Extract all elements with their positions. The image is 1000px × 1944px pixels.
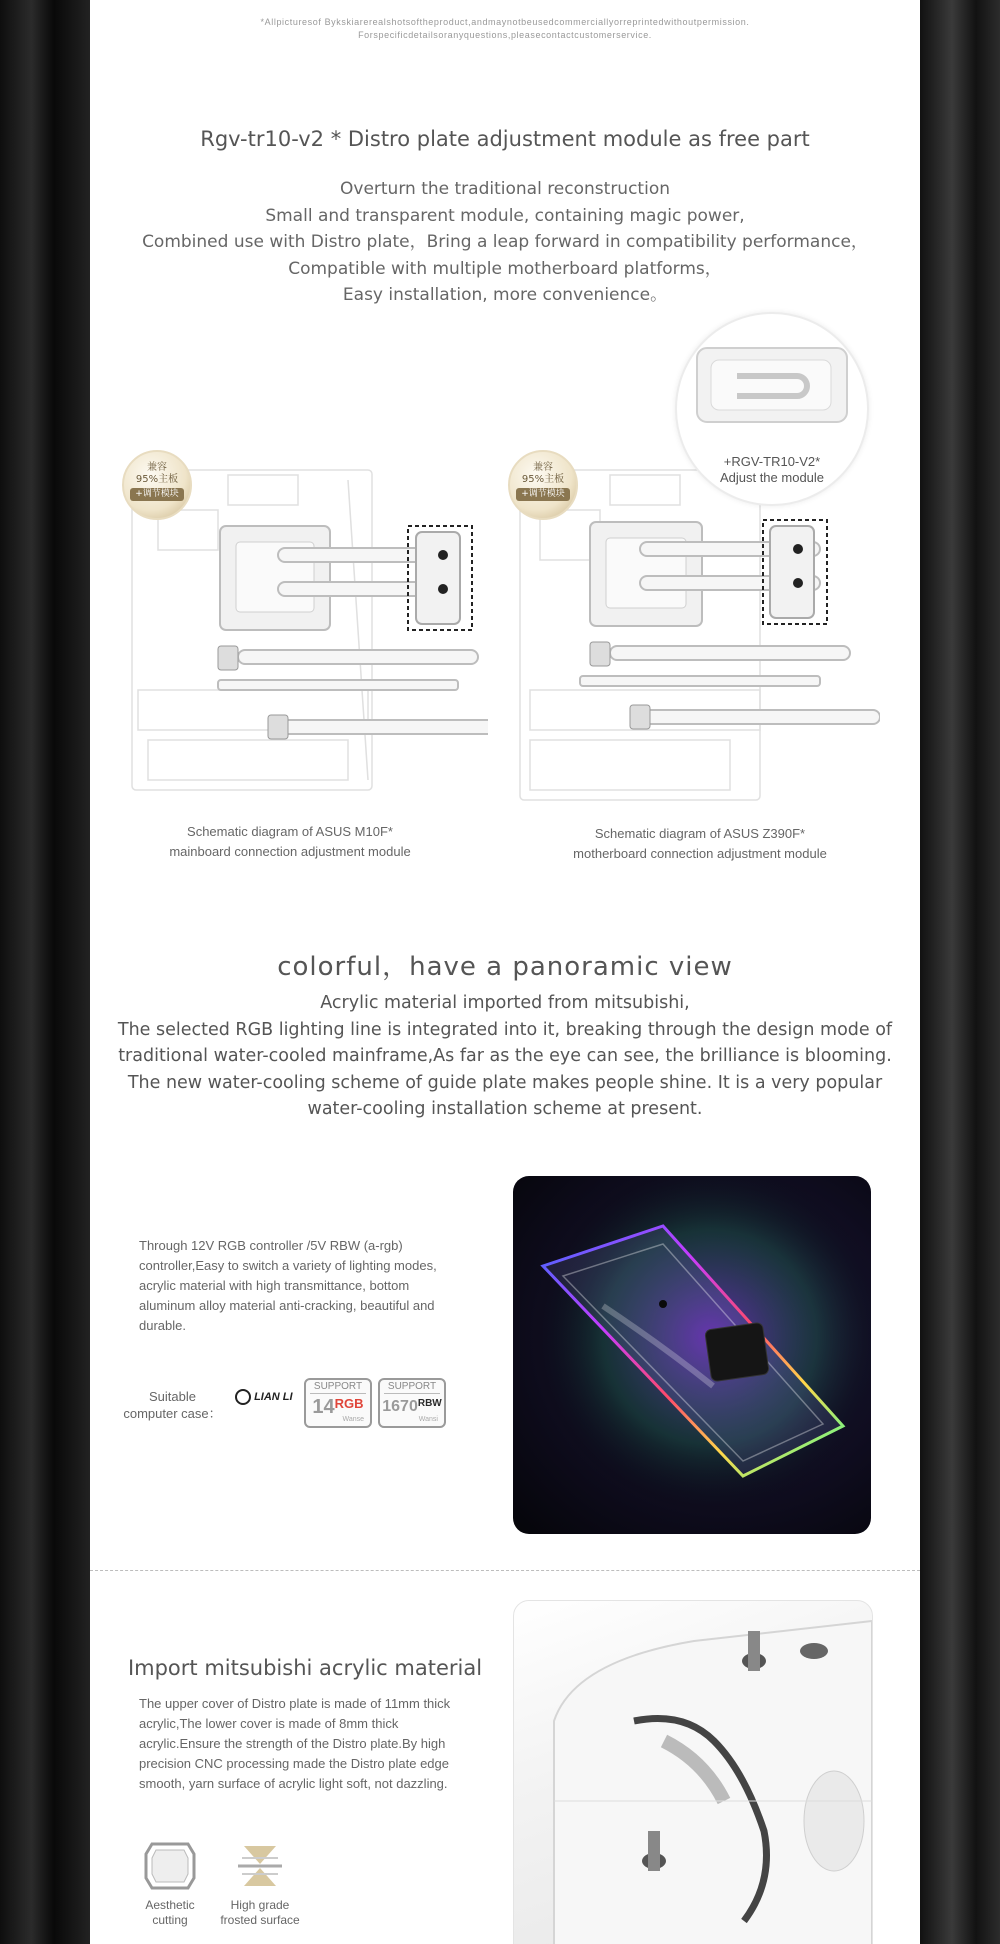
acrylic-closeup-image xyxy=(513,1600,873,1944)
section1-description: Overturn the traditional reconstruction Small and transparent module, containing magic power, Combined use with Distro plate，Bring a leap forward in compatibility performance， Compatible with multiple motherboard platforms， Easy installation, more convenience。 xyxy=(142,179,868,305)
section2-title: colorful，have a panoramic view xyxy=(277,952,733,982)
zoom-label: +RGV-TR10-V2* Adjust the module xyxy=(719,454,825,485)
support-14rgb-badge: SUPPORT 14RGB Wanse xyxy=(304,1378,372,1428)
lianli-logo-icon xyxy=(235,1389,251,1405)
lianli-logo: LIAN LI xyxy=(235,1389,297,1411)
caption-left: Schematic diagram of ASUS M10F* mainboard connection adjustment module xyxy=(169,824,411,859)
section4-title: Import mitsubishi acrylic material xyxy=(127,1656,483,1680)
support-1670rbw-badge: SUPPORT 1670RBW Wansi xyxy=(378,1378,446,1428)
rgb-description: Through 12V RGB controller /5V RBW (a-rgb) controller,Easy to switch a variety of lighting modes, acrylic material with high transmittance, bottom aluminum alloy material anti-cracking, beautiful and durable. xyxy=(139,1238,437,1333)
cutting-icon xyxy=(142,1838,198,1894)
disclaimer: *Allpicturesof Bykskiarerealshotsoftheproduct,andmaynotbeusedcommerciallyorreprintedwithoutpermission. Forspecificdetailsoranyquestions,pleasecontactcustomerservice. xyxy=(260,17,750,40)
compatibility-badge-right: 兼容 95%主板 +调节模块 xyxy=(508,450,578,520)
section-divider xyxy=(90,1570,920,1571)
caption-right: Schematic diagram of ASUS Z390F* motherboard connection adjustment module xyxy=(573,826,827,861)
background-left xyxy=(0,0,90,1944)
section2-description: Acrylic material imported from mitsubishi, The selected RGB lighting line is integrated into it, breaking through the design mode of traditional water-cooled mainframe,As far as the eye can see, the brilliance is blooming. The new water-cooling scheme of guide plate makes people shine. It is a very popular water-cooling installation scheme at present. xyxy=(117,993,893,1119)
suitable-case-label: Suitable computer case： xyxy=(123,1389,222,1421)
frosted-surface-icon xyxy=(232,1838,288,1894)
section1-title: Rgv-tr10-v2 * Distro plate adjustment module as free part xyxy=(200,127,810,151)
module-zoom-circle xyxy=(675,312,869,506)
frosted-surface-feature: High grade frosted surface xyxy=(215,1838,305,1928)
background-right xyxy=(920,0,1000,1944)
rgb-distro-plate-image xyxy=(513,1176,871,1534)
product-page xyxy=(90,0,920,1944)
compatibility-badge-left: 兼容 95%主板 +调节模块 xyxy=(122,450,192,520)
acrylic-description: The upper cover of Distro plate is made of 11mm thick acrylic,The lower cover is made of 8mm thick acrylic.Ensure the strength of the Distro plate.By high precision CNC processing made the Distro plate edge smooth, yarn surface of acrylic light soft, not dazzling. xyxy=(139,1696,451,1791)
aesthetic-cutting-feature: Aesthetic cutting xyxy=(130,1838,210,1928)
